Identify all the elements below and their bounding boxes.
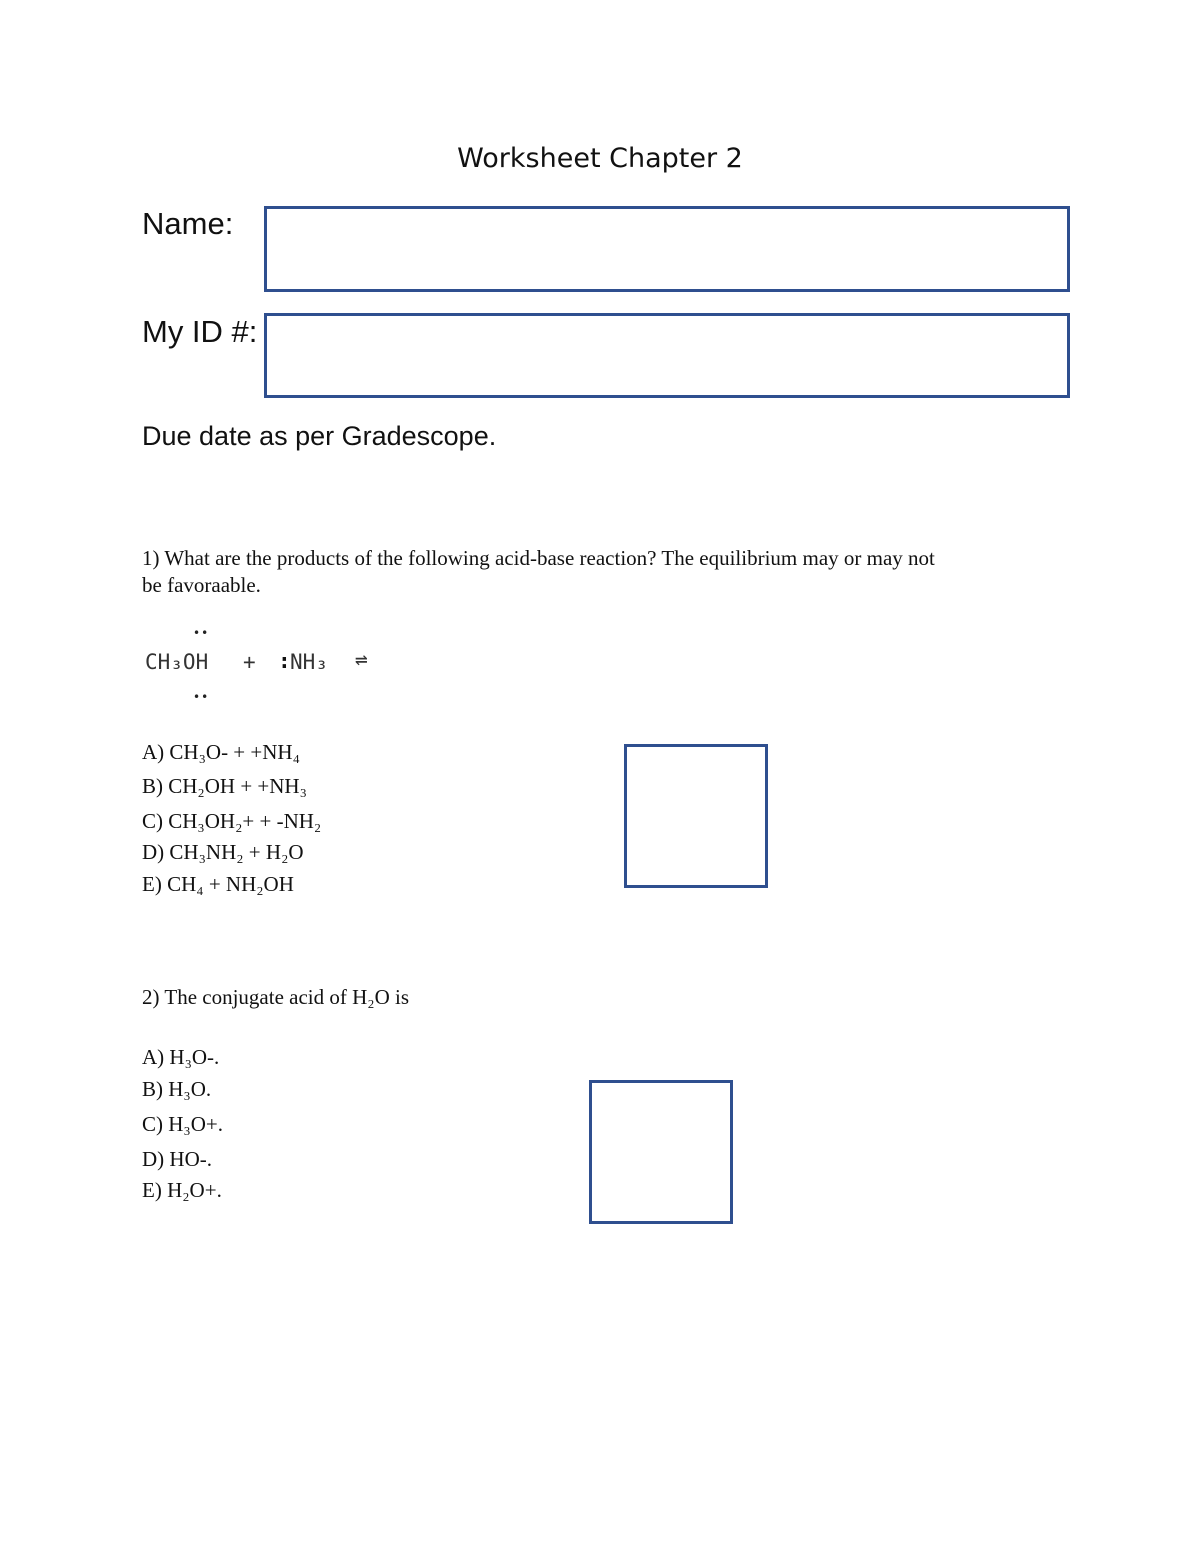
question-1-option-d: D) CH₃NH₂ + H₂O [142, 840, 304, 864]
question-2-prompt: 2) The conjugate acid of H₂O is [142, 985, 410, 1009]
reaction-equation [145, 622, 405, 712]
question-1-prompt [142, 545, 935, 599]
equilibrium-arrow-icon: ⇌ [355, 647, 368, 671]
nitrogen-lone-pair: : [278, 649, 291, 673]
lone-pair-dots-top: •• [193, 626, 210, 640]
id-field[interactable] [264, 313, 1070, 398]
page-title: Worksheet Chapter 2 [457, 143, 743, 174]
reactant-methanol: CH₃OH [145, 650, 209, 674]
question-1-answer-box[interactable] [624, 744, 768, 888]
question-1-prompt-line1: 1) What are the products of the following acid-base reaction? The equilibrium may or may not [142, 546, 935, 570]
question-2-answer-box[interactable] [589, 1080, 733, 1224]
due-date-text: Due date as per Gradescope. [142, 421, 497, 451]
lone-pair-dots-bottom: •• [193, 690, 210, 704]
question-2-option-a: A) H₃O-. [142, 1045, 220, 1069]
reactant-ammonia: NH₃ [290, 650, 328, 674]
question-1-option-e: E) CH₄ + NH₂OH [142, 872, 294, 896]
question-1-option-a: A) CH₃O- + +NH₄ [142, 740, 300, 764]
name-label: Name: [142, 206, 234, 241]
question-1-option-b: B) CH₂OH + +NH₃ [142, 774, 307, 798]
question-2-option-e: E) H₂O+. [142, 1178, 222, 1202]
question-2-option-c: C) H₃O+. [142, 1112, 223, 1136]
question-1-prompt-line2: be favoraable. [142, 573, 261, 597]
question-1-option-c: C) CH₃OH₂+ + -NH₂ [142, 809, 322, 833]
name-field[interactable] [264, 206, 1070, 292]
id-label: My ID #: [142, 314, 258, 349]
plus-sign: + [243, 650, 256, 674]
question-2-option-b: B) H₃O. [142, 1077, 212, 1101]
question-2-option-d: D) HO-. [142, 1147, 212, 1171]
